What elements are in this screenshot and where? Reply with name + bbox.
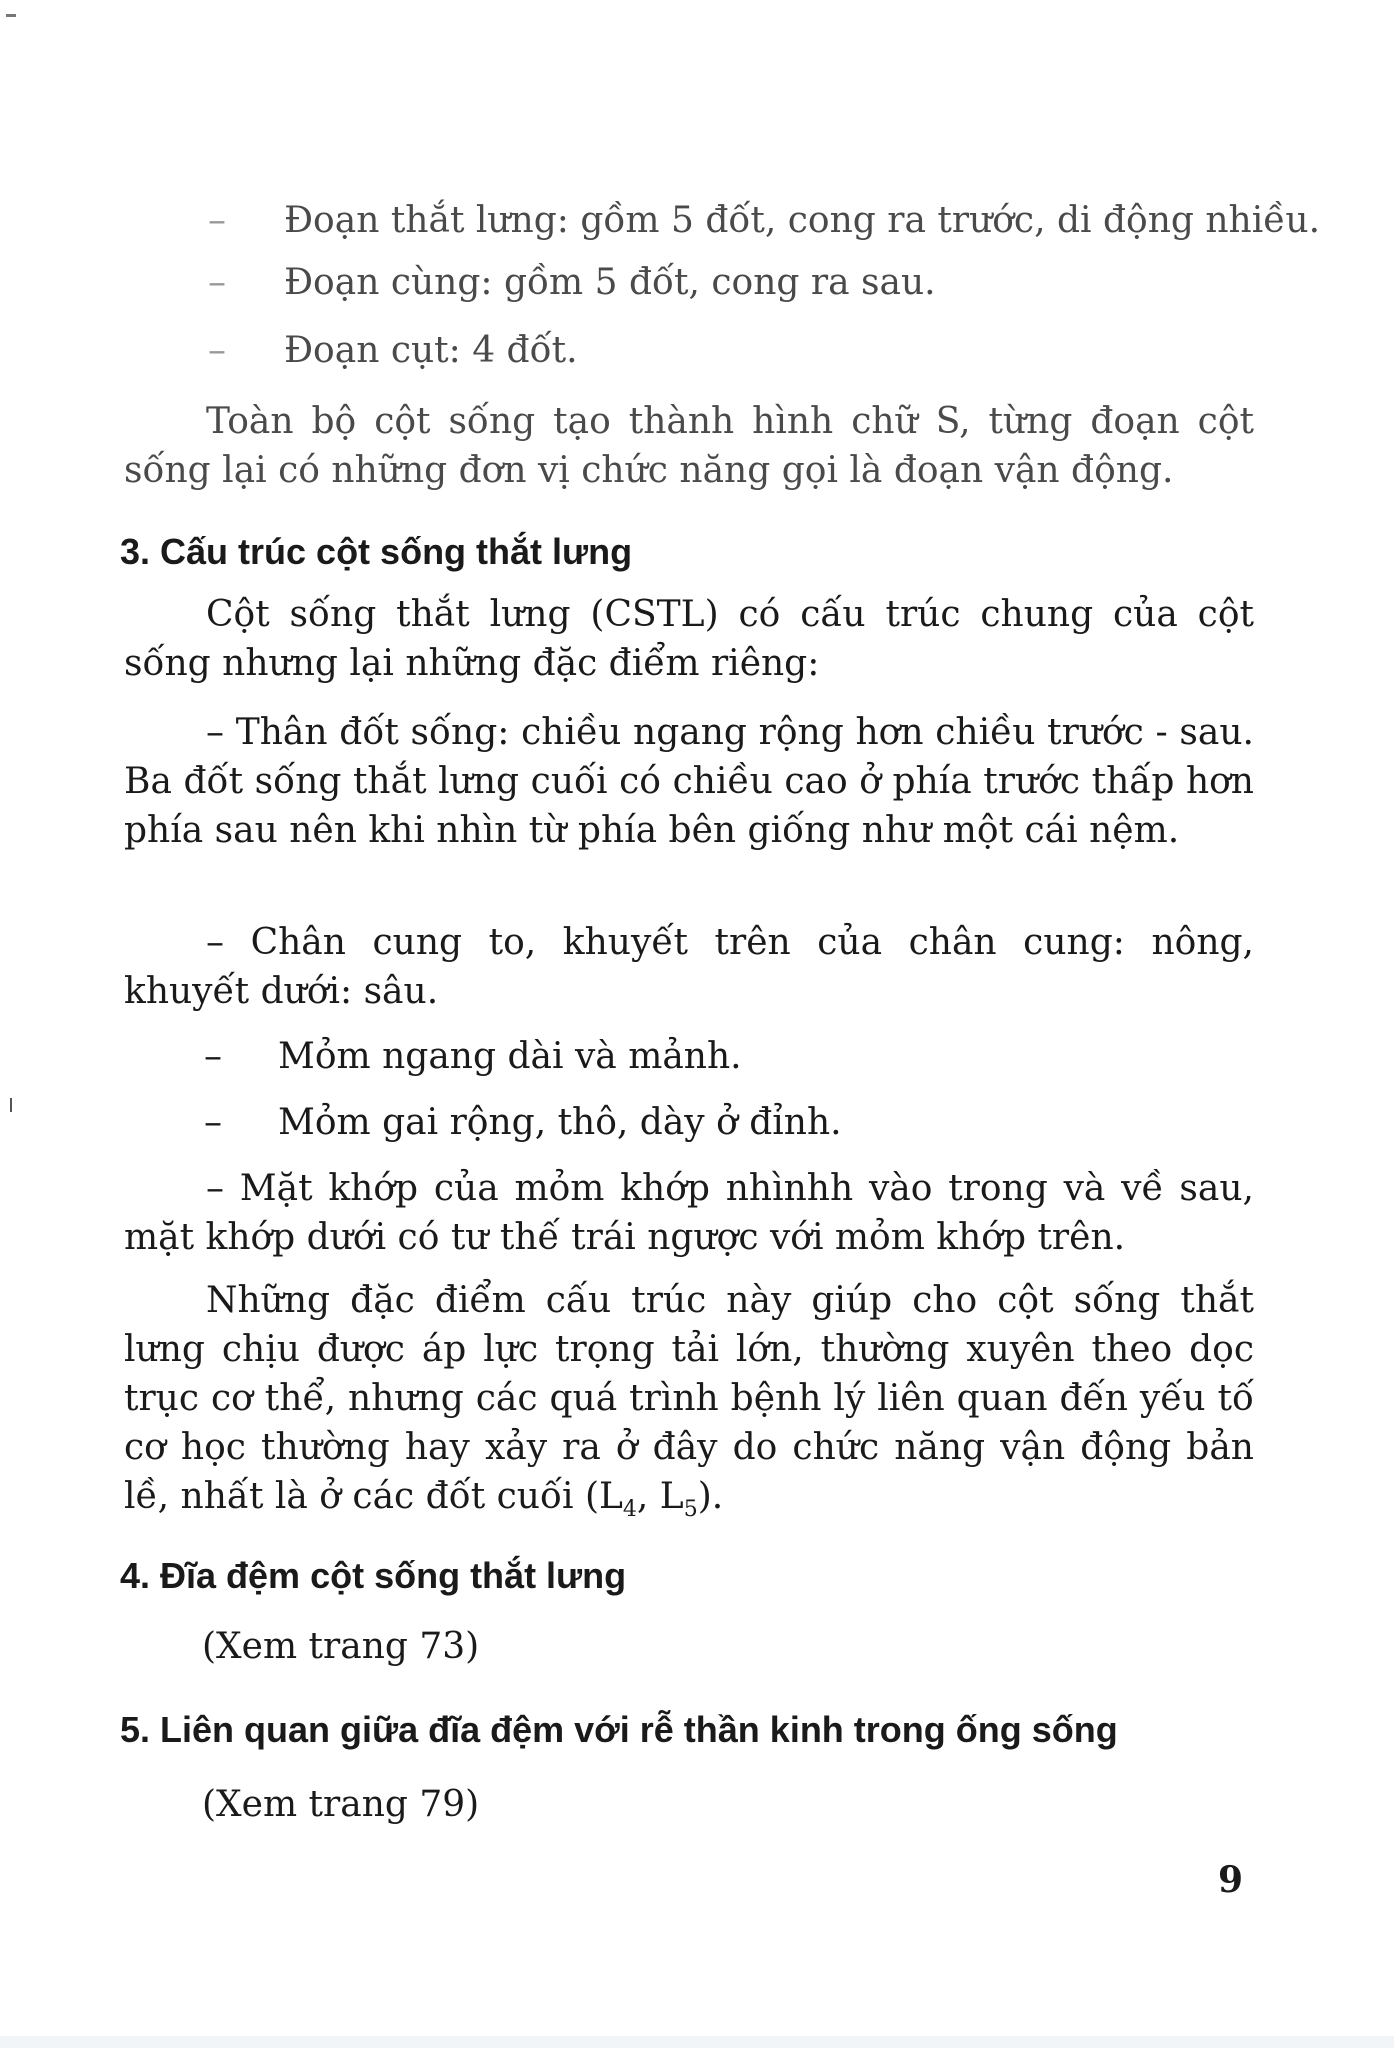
section-heading: 5. Liên quan giữa đĩa đệm với rễ thần kinh trong ống sống — [120, 1709, 1118, 1750]
list-dash: – — [204, 1102, 222, 1143]
paragraph: Toàn bộ cột sống tạo thành hình chữ S, từng đoạn cột sống lại có những đơn vị chức năng gọi là đoạn vận động. — [124, 401, 1254, 491]
scan-edge — [0, 2036, 1394, 2048]
page-number: 9 — [1218, 1859, 1244, 1901]
scan-mark — [10, 1098, 12, 1112]
list-dash: – — [204, 1036, 222, 1077]
page-reference: (Xem trang 79) — [202, 1784, 480, 1825]
paragraph-text: ). — [697, 1476, 724, 1517]
page-reference: (Xem trang 73) — [202, 1626, 480, 1667]
list-dash: – — [208, 330, 226, 371]
paragraph-text: Những đặc điểm cấu trúc này giúp cho cột sống thắt lưng chịu được áp lực trọng tải lớn, thường xuyên theo dọc trục cơ thể, nhưng các quá trình bệnh lý liên quan đến yếu tố cơ học thường hay xảy ra ở đây do chức năng vận động bản lề, nhất là ở các đốt cuối (L — [124, 1280, 1254, 1517]
list-item-text: Đoạn cụt: 4 đốt. — [284, 330, 578, 371]
list-paragraph: – Mặt khớp của mỏm khớp nhìnhh vào trong và về sau, mặt khớp dưới có tư thế trái ngược với mỏm khớp trên. — [124, 1168, 1254, 1258]
paragraph — [124, 1276, 1254, 1521]
list-dash: – — [208, 200, 226, 241]
list-item-text: Mỏm gai rộng, thô, dày ở đỉnh. — [278, 1102, 842, 1143]
section-heading: 4. Đĩa đệm cột sống thắt lưng — [120, 1555, 627, 1596]
list-paragraph: – Thân đốt sống: chiều ngang rộng hơn chiều trước - sau. Ba đốt sống thắt lưng cuối có chiều cao ở phía trước thấp hơn phía sau nên khi nhìn từ phía bên giống như một cái nệm. — [124, 712, 1254, 851]
subscript: 5 — [683, 1497, 698, 1523]
list-paragraph: – Chân cung to, khuyết trên của chân cung: nông, khuyết dưới: sâu. — [124, 922, 1254, 1012]
section-heading: 3. Cấu trúc cột sống thắt lưng — [120, 531, 633, 572]
paragraph-text: , L — [636, 1476, 684, 1517]
scan-mark — [6, 14, 16, 17]
paragraph: Cột sống thắt lưng (CSTL) có cấu trúc chung của cột sống nhưng lại những đặc điểm riêng: — [124, 594, 1254, 684]
list-dash: – — [208, 262, 226, 303]
list-item-text: Đoạn thắt lưng: gồm 5 đốt, cong ra trước, di động nhiều. — [284, 200, 1321, 241]
list-item-text: Đoạn cùng: gồm 5 đốt, cong ra sau. — [284, 262, 936, 303]
list-item-text: Mỏm ngang dài và mảnh. — [278, 1036, 742, 1077]
subscript: 4 — [622, 1497, 637, 1523]
